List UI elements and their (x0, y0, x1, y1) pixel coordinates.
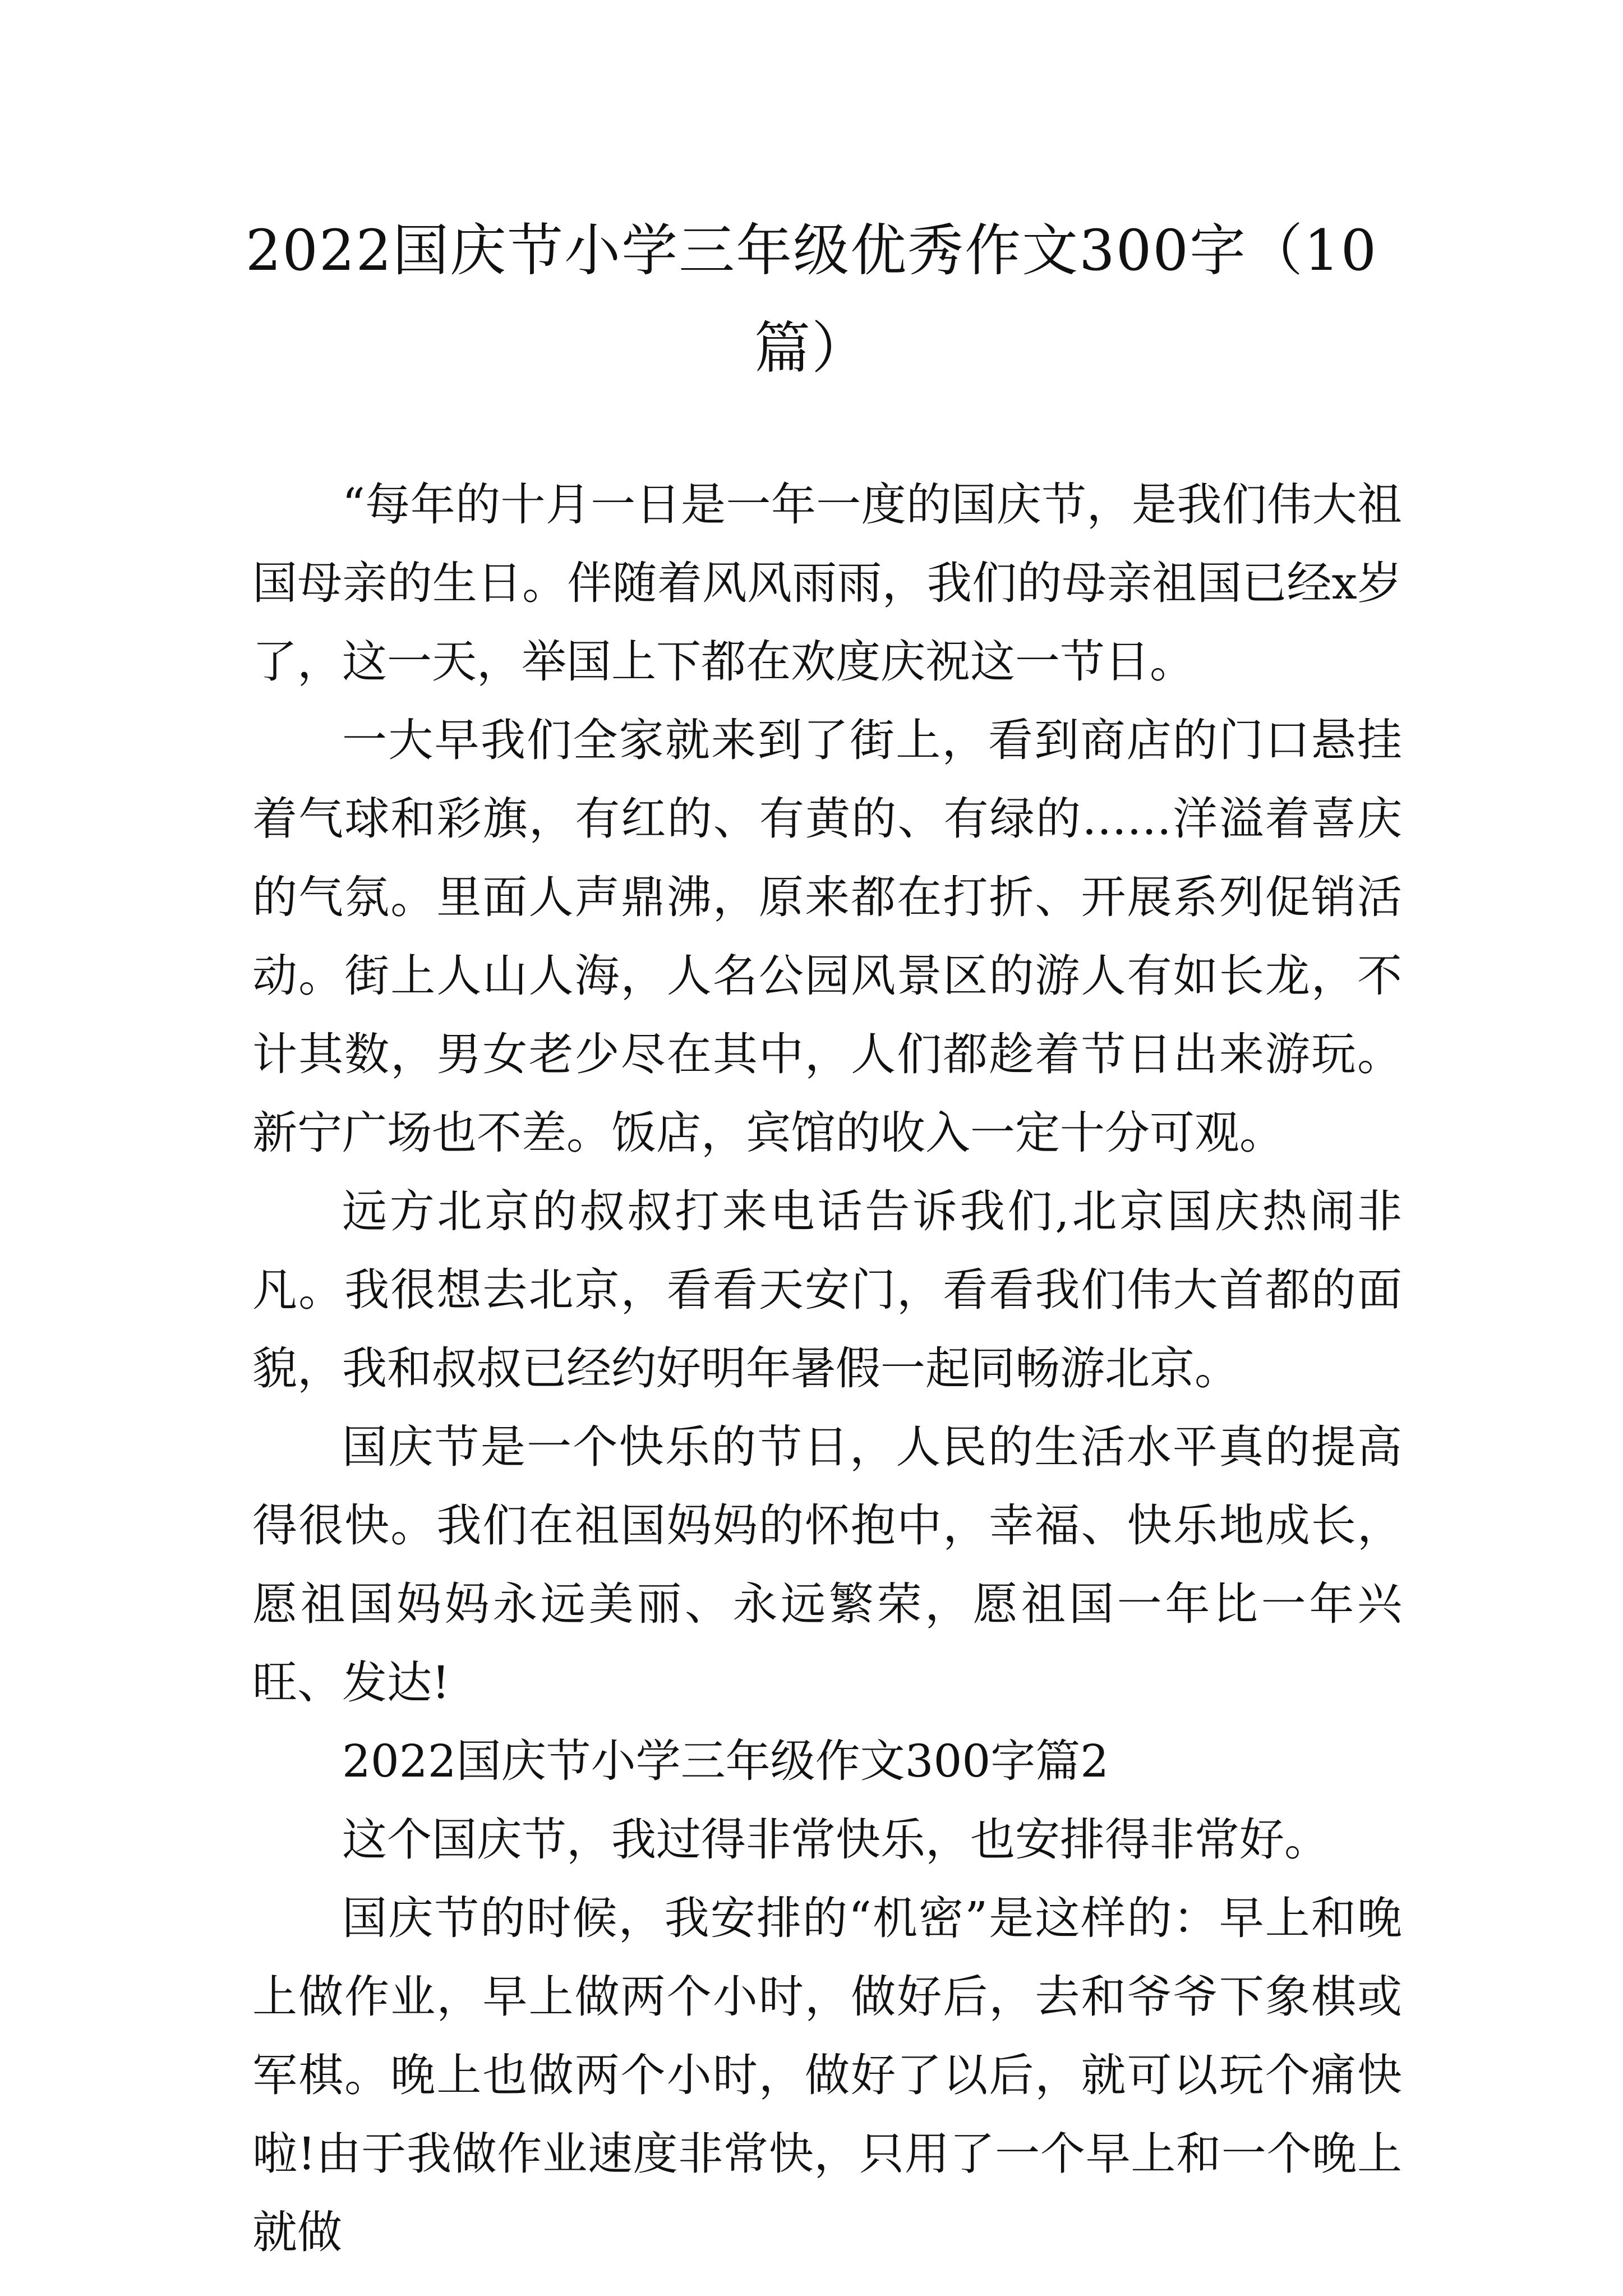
paragraph: 国庆节的时候，我安排的“机密”是这样的：早上和晚上做作业，早上做两个小时，做好后，去和爷爷下象棋或军棋。晚上也做两个小时，做好了以后，就可以玩个痛快啦!由于我做作业速度非常快，只用了一个早上和一个晚上就做 (252, 1892, 1402, 2258)
document-body (252, 466, 1402, 2272)
paragraph: 国庆节是一个快乐的节日，人民的生活水平真的提高得很快。我们在祖国妈妈的怀抱中，幸福、快乐地成长，愿祖国妈妈永远美丽、永远繁荣，愿祖国一年比一年兴旺、发达! (252, 1421, 1402, 1709)
document-title: 2022国庆节小学三年级优秀作文300字（10篇） (245, 218, 1378, 381)
section-heading: 2022国庆节小学三年级作文300字篇2 (342, 1735, 1109, 1787)
paragraph: 这个国庆节，我过得非常快乐，也安排得非常好。 (342, 1814, 1329, 1866)
paragraph: 远方北京的叔叔打来电话告诉我们,北京国庆热闹非凡。我很想去北京，看看天安门，看看我们伟大首都的面貌，我和叔叔已经约好明年暑假一起同畅游北京。 (252, 1185, 1402, 1395)
paragraph: 一大早我们全家就来到了街上，看到商店的门口悬挂着气球和彩旗，有红的、有黄的、有绿的……洋溢着喜庆的气氛。里面人声鼎沸，原来都在打折、开展系列促销活动。街上人山人海，人名公园风景区的游人有如长龙，不计其数，男女老少尽在其中，人们都趁着节日出来游玩。新宁广场也不差。饭店，宾馆的收入一定十分可观。 (252, 714, 1402, 1159)
paragraph: “每年的十月一日是一年一度的国庆节，是我们伟大祖国母亲的生日。伴随着风风雨雨，我们的母亲祖国已经x岁了，这一天，举国上下都在欢度庆祝这一节日。 (252, 478, 1402, 688)
